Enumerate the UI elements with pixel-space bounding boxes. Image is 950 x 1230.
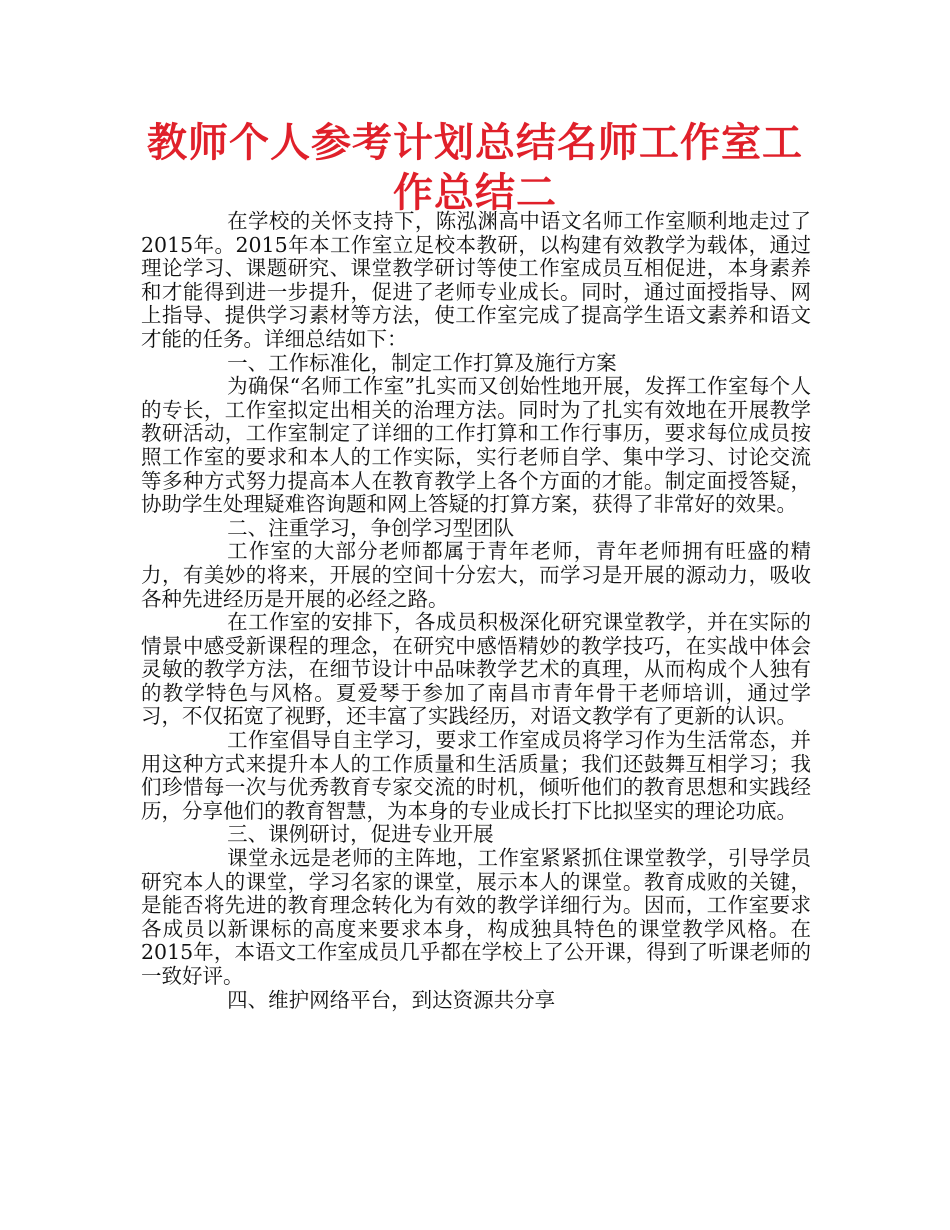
section-heading-1: 一、工作标准化，制定工作打算及施行方案 [227,350,617,375]
document-title: 教师个人参考计划总结名师工作室工作总结二 [147,119,803,216]
section-heading-2: 二、注重学习，争创学习型团队 [227,515,515,540]
paragraph-intro: 在学校的关怀支持下，陈泓渊高中语文名师工作室顺利地走过了2015年。2015年本工作室立足校本教研，以构建有效教学为载体，通过理论学习、课题研究、课堂教学研讨等使工作室成员互相促进，本身素养和才能得到进一步提升，促进了老师专业成长。同时，通过面授指导、网上指导、提供学习素材等方法，使工作室完成了提高学生语文素养和语文才能的任务。详细总结如下： [141,209,811,351]
section-heading-4: 四、维护网络平台，到达资源共分享 [227,987,556,1012]
document-body [141,210,811,1012]
paragraph-section-3: 课堂永远是老师的主阵地，工作室紧紧抓住课堂教学，引导学员研究本人的课堂，学习名家的课堂，展示本人的课堂。教育成败的关键，是能否将先进的教育理念转化为有效的教学详细行为。因而，工作室要求各成员以新课标的高度来要求本身，构成独具特色的课堂教学风格。在2015年，本语文工作室成员几乎都在学校上了公开课，得到了听课老师的一致好评。 [141,846,811,988]
section-heading-3: 三、课例研讨，促进专业开展 [227,822,494,847]
paragraph-section-2c: 工作室倡导自主学习，要求工作室成员将学习作为生活常态，并用这种方式来提升本人的工作质量和生活质量；我们还鼓舞互相学习；我们珍惜每一次与优秀教育专家交流的时机，倾听他们的教育思想和实践经历，分享他们的教育智慧，为本身的专业成长打下比拟坚实的理论功底。 [141,728,811,823]
paragraph-section-2a: 工作室的大部分老师都属于青年老师，青年老师拥有旺盛的精力，有美妙的将来，开展的空间十分宏大，而学习是开展的源动力，吸收各种先进经历是开展的必经之路。 [141,539,811,611]
paragraph-section-1: 为确保“名师工作室”扎实而又创始性地开展，发挥工作室每个人的专长，工作室拟定出相关的治理方法。同时为了扎实有效地在开展教学教研活动，工作室制定了详细的工作打算和工作行事历，要求每位成员按照工作室的要求和本人的工作实际，实行老师自学、集中学习、讨论交流等多种方式努力提高本人在教育教学上各个方面的才能。制定面授答疑，协助学生处理疑难咨询题和网上答疑的打算方案，获得了非常好的效果。 [141,374,811,517]
paragraph-section-2b: 在工作室的安排下，各成员积极深化研究课堂教学，并在实际的情景中感受新课程的理念，在研究中感悟精妙的教学技巧，在实战中体会灵敏的教学方法，在细节设计中品味教学艺术的真理，从而构成个人独有的教学特色与风格。夏爱琴于参加了南昌市青年骨干老师培训，通过学习，不仅拓宽了视野，还丰富了实践经历，对语文教学有了更新的认识。 [141,610,811,729]
